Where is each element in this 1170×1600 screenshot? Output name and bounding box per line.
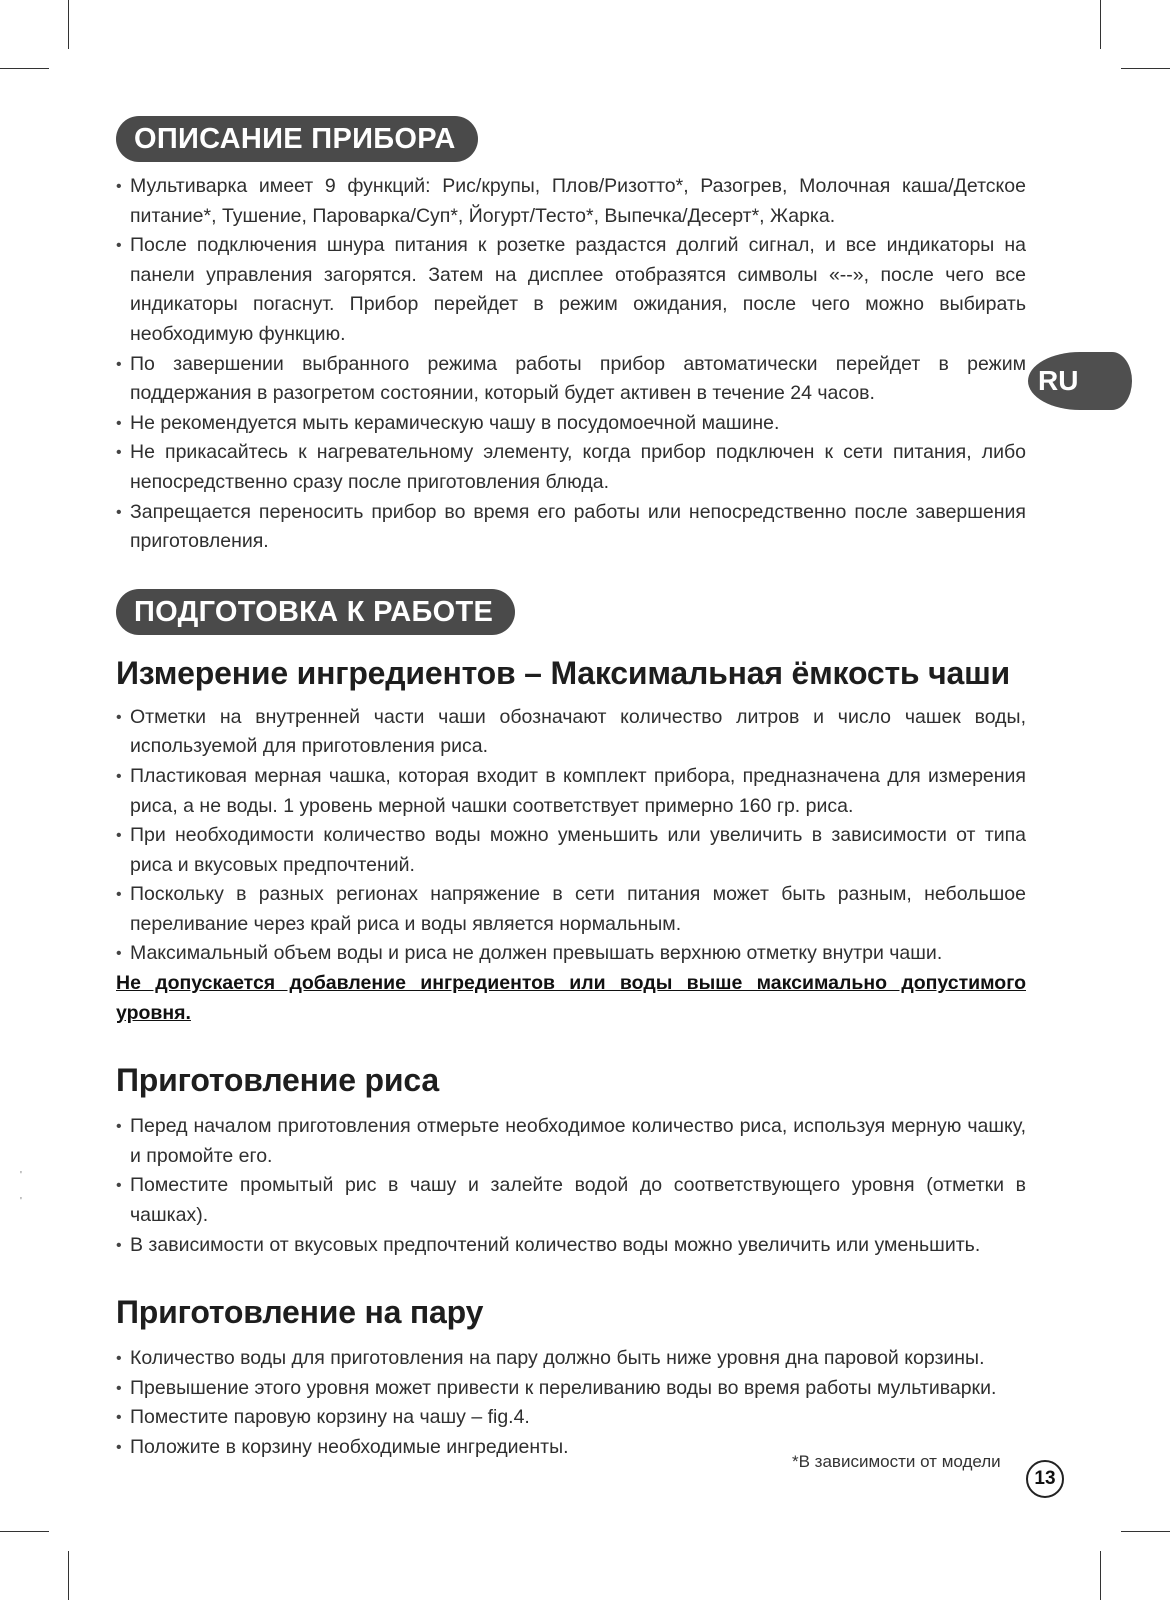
list-item: • По завершении выбранного режима работы прибор автоматически перейдет в режим поддержания в разогретом состоянии, который будет активен в течение 24 часов. bbox=[116, 350, 1026, 409]
crop-mark bbox=[1121, 1531, 1170, 1532]
list-item: • Пластиковая мерная чашка, которая входит в комплект прибора, предназначена для измерения риса, а не воды. 1 уровень мерной чашки соответствует примерно 160 гр. риса. bbox=[116, 762, 1026, 821]
list-item: • Мультиварка имеет 9 функций: Рис/крупы, Плов/Ризотто*, Разогрев, Молочная каша/Детское питание*, Тушение, Пароварка/Суп*, Йогурт/Тесто*, Выпечка/Десерт*, Жарка. bbox=[116, 172, 1026, 231]
page-number: 13 bbox=[1026, 1460, 1064, 1498]
measure-list bbox=[116, 703, 1026, 969]
section-title-description: ОПИСАНИЕ ПРИБОРА bbox=[116, 116, 478, 162]
subheading-measure: Измерение ингредиентов – Максимальная ёмкость чаши bbox=[116, 654, 1011, 691]
description-list bbox=[116, 172, 1026, 557]
list-item: • Положите в корзину необходимые ингредиенты. bbox=[116, 1433, 1026, 1463]
list-item: • Запрещается переносить прибор во время его работы или непосредственно после завершения приготовления. bbox=[116, 498, 1026, 557]
list-item: • Количество воды для приготовления на пару должно быть ниже уровня дна паровой корзины. bbox=[116, 1344, 1026, 1374]
list-item: • После подключения шнура питания к розетке раздастся долгий сигнал, и все индикаторы на панели управления загорятся. Затем на дисплее отобразятся символы «--», после чего все индикаторы погаснут. Прибор перейдет в режим ожидания, после чего можно выбирать необходимую функцию. bbox=[116, 231, 1026, 349]
steam-list bbox=[116, 1344, 1026, 1462]
rice-list bbox=[116, 1112, 1026, 1260]
list-item: • Перед началом приготовления отмерьте необходимое количество риса, используя мерную чашку, и промойте его. bbox=[116, 1112, 1026, 1171]
crop-mark bbox=[68, 1551, 69, 1600]
list-item: • Поскольку в разных регионах напряжение в сети питания может быть разным, небольшое переливание через край риса и воды является нормальным. bbox=[116, 880, 1026, 939]
list-item: • Не рекомендуется мыть керамическую чашу в посудомоечной машине. bbox=[116, 409, 1026, 439]
section-title-preparation: ПОДГОТОВКА К РАБОТЕ bbox=[116, 589, 515, 635]
crop-mark bbox=[1100, 1551, 1101, 1600]
list-item: • В зависимости от вкусовых предпочтений количество воды можно увеличить или уменьшить. bbox=[116, 1231, 1026, 1261]
list-item: • Поместите паровую корзину на чашу – fig.4. bbox=[116, 1403, 1026, 1433]
crop-mark bbox=[0, 1531, 49, 1532]
list-item: • Превышение этого уровня может привести к переливанию воды во время работы мультиварки. bbox=[116, 1374, 1026, 1404]
list-item: • Максимальный объем воды и риса не должен превышать верхнюю отметку внутри чаши. bbox=[116, 939, 1026, 969]
language-tab: RU bbox=[1028, 352, 1132, 410]
margin-artifact: ' bbox=[20, 1196, 22, 1207]
margin-artifact: ' bbox=[20, 1170, 22, 1181]
crop-mark bbox=[1100, 0, 1101, 49]
list-item: • Отметки на внутренней части чаши обозначают количество литров и число чашек воды, используемой для приготовления риса. bbox=[116, 703, 1026, 762]
list-item: • Поместите промытый рис в чашу и залейте водой до соответствующего уровня (отметки в чашках). bbox=[116, 1171, 1026, 1230]
list-item: • При необходимости количество воды можно уменьшить или увеличить в зависимости от типа риса и вкусовых предпочтений. bbox=[116, 821, 1026, 880]
subheading-rice: Приготовление риса bbox=[116, 1062, 439, 1099]
page-content bbox=[116, 116, 1026, 1463]
crop-mark bbox=[68, 0, 69, 49]
list-item: • Не прикасайтесь к нагревательному элементу, когда прибор подключен к сети питания, либо непосредственно сразу после приготовления блюда. bbox=[116, 438, 1026, 497]
subheading-steam: Приготовление на пару bbox=[116, 1294, 484, 1331]
crop-mark bbox=[0, 68, 49, 69]
crop-mark bbox=[1121, 68, 1170, 69]
warning-text: Не допускается добавление ингредиентов или воды выше максимально допустимого уровня. bbox=[116, 972, 1026, 1024]
footnote: *В зависимости от модели bbox=[792, 1452, 1001, 1471]
